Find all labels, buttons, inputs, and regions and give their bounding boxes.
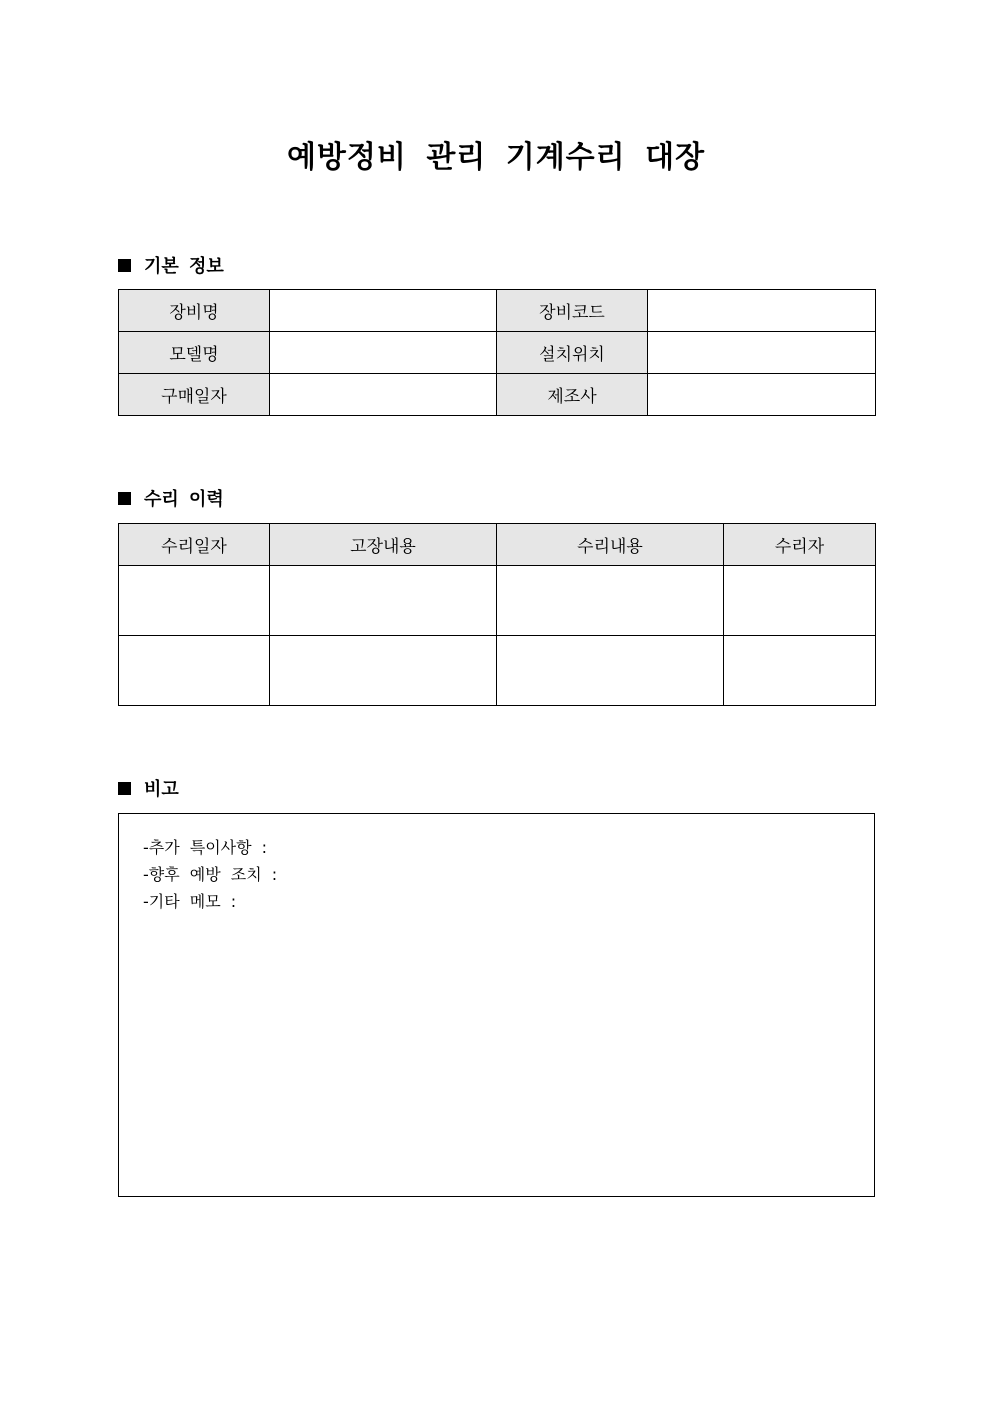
table-row bbox=[119, 636, 876, 706]
equipment-code-field[interactable] bbox=[648, 290, 876, 332]
document-title: 예방정비 관리 기계수리 대장 bbox=[286, 140, 706, 175]
purchase-date-field[interactable] bbox=[270, 374, 497, 416]
repair-history-heading-text: 수리 이력 bbox=[144, 489, 224, 510]
column-header-repair-date: 수리일자 bbox=[119, 524, 270, 566]
install-location-field[interactable] bbox=[648, 332, 876, 374]
repair-history-table bbox=[118, 523, 876, 706]
repair-date-cell[interactable] bbox=[119, 636, 270, 706]
square-bullet-icon bbox=[118, 782, 131, 795]
remarks-box[interactable] bbox=[118, 813, 875, 1197]
column-header-repairer: 수리자 bbox=[724, 524, 876, 566]
purchase-date-label: 구매일자 bbox=[119, 374, 270, 416]
manufacturer-field[interactable] bbox=[648, 374, 876, 416]
table-header-row bbox=[119, 524, 876, 566]
table-row bbox=[119, 290, 876, 332]
remarks-line-preventive-measures: -향후 예방 조치 : bbox=[143, 865, 278, 884]
remarks-heading-text: 비고 bbox=[144, 779, 179, 800]
remarks-line-special-notes: -추가 특이사항 : bbox=[143, 838, 268, 857]
model-name-label: 모델명 bbox=[119, 332, 270, 374]
remarks-line-other-memo: -기타 메모 : bbox=[143, 892, 237, 911]
table-row bbox=[119, 566, 876, 636]
repairer-cell[interactable] bbox=[724, 636, 876, 706]
square-bullet-icon bbox=[118, 259, 131, 272]
remarks-heading bbox=[118, 776, 179, 800]
repair-date-cell[interactable] bbox=[119, 566, 270, 636]
column-header-repair-details: 수리내용 bbox=[497, 524, 724, 566]
equipment-name-label: 장비명 bbox=[119, 290, 270, 332]
repair-details-cell[interactable] bbox=[497, 636, 724, 706]
equipment-name-field[interactable] bbox=[270, 290, 497, 332]
table-row bbox=[119, 332, 876, 374]
install-location-label: 설치위치 bbox=[497, 332, 648, 374]
square-bullet-icon bbox=[118, 492, 131, 505]
fault-details-cell[interactable] bbox=[270, 636, 497, 706]
manufacturer-label: 제조사 bbox=[497, 374, 648, 416]
basic-info-heading-text: 기본 정보 bbox=[144, 256, 224, 277]
equipment-code-label: 장비코드 bbox=[497, 290, 648, 332]
repair-history-heading bbox=[118, 486, 224, 510]
basic-info-table bbox=[118, 289, 876, 416]
repairer-cell[interactable] bbox=[724, 566, 876, 636]
fault-details-cell[interactable] bbox=[270, 566, 497, 636]
column-header-fault-details: 고장내용 bbox=[270, 524, 497, 566]
model-name-field[interactable] bbox=[270, 332, 497, 374]
table-row bbox=[119, 374, 876, 416]
basic-info-heading bbox=[118, 253, 224, 277]
repair-details-cell[interactable] bbox=[497, 566, 724, 636]
